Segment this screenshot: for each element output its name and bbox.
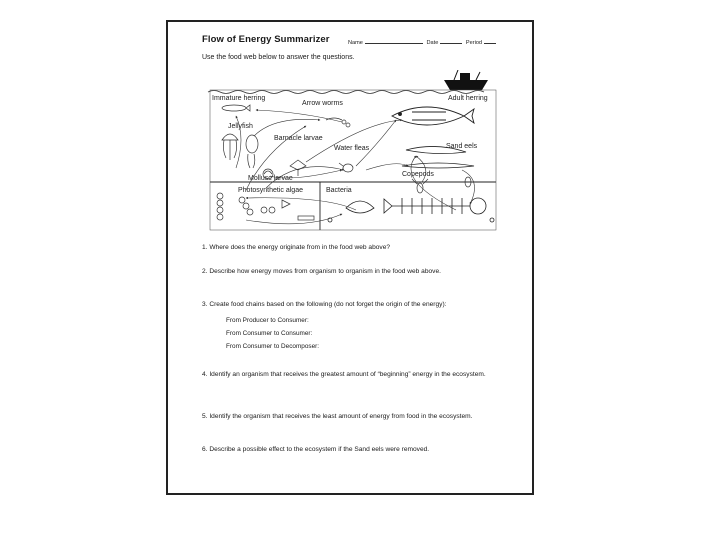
question-3: 3. Create food chains based on the following (do not forget the origin of the energy):	[202, 301, 447, 308]
label-mollusc-larvae: Mollusc larvae	[248, 175, 293, 182]
label-arrow-worms: Arrow worms	[302, 100, 343, 107]
adult-herring-icon	[392, 107, 474, 125]
name-label: Name	[348, 40, 363, 46]
worksheet-page	[166, 20, 534, 495]
label-barnacle-larvae: Barnacle larvae	[274, 135, 323, 142]
question-3b: From Consumer to Consumer:	[226, 330, 313, 337]
instructions: Use the food web below to answer the questions.	[202, 54, 355, 61]
name-blank[interactable]	[365, 38, 423, 44]
water-fleas-icon	[339, 163, 353, 172]
period-label: Period	[465, 40, 483, 46]
water-surface	[208, 91, 484, 94]
header-fields	[348, 38, 498, 46]
period-blank[interactable]	[484, 38, 496, 44]
photosynthetic-algae-icon	[217, 193, 314, 220]
food-web-diagram	[206, 70, 498, 256]
question-1: 1. Where does the energy originate from in the food web above?	[202, 244, 391, 251]
question-3a: From Producer to Consumer:	[226, 317, 309, 324]
label-bacteria: Bacteria	[326, 187, 352, 194]
label-immature-herring: Immature herring	[212, 95, 266, 102]
label-jellyfish: Jellyfish	[228, 123, 253, 130]
question-3c: From Consumer to Decomposer:	[226, 343, 320, 350]
date-label: Date	[426, 40, 439, 46]
question-6: 6. Describe a possible effect to the ecosystem if the Sand eels were removed.	[202, 446, 430, 453]
label-photosynthetic-algae: Photosynthetic algae	[238, 187, 303, 194]
fishing-boat-icon	[444, 70, 488, 90]
date-blank[interactable]	[440, 38, 462, 44]
worksheet-title: Flow of Energy Summarizer	[202, 34, 330, 45]
immature-herring-icon	[222, 105, 250, 111]
label-sand-eels: Sand eels	[446, 143, 478, 150]
copepods-icon	[412, 177, 471, 193]
bacteria-decomposing-fish-icon	[328, 198, 494, 222]
label-water-fleas: Water fleas	[334, 145, 370, 152]
label-copepods: Copepods	[402, 171, 434, 178]
question-4: 4. Identify an organism that receives the greatest amount of “beginning” energy in the ecosystem.	[202, 371, 486, 378]
question-5: 5. Identify the organism that receives the least amount of energy from food in the ecosystem.	[202, 413, 473, 420]
label-adult-herring: Adult herring	[448, 95, 488, 102]
question-2: 2. Describe how energy moves from organism to organism in the food web above.	[202, 268, 441, 275]
